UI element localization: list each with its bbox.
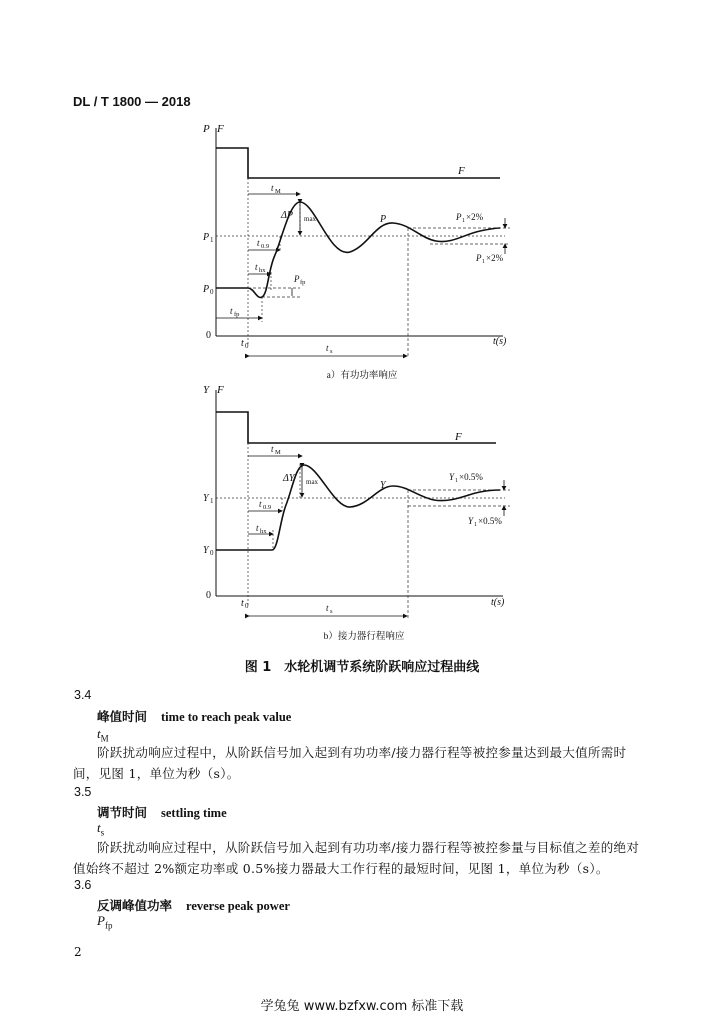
definition-line: 阶跃扰动响应过程中，从阶跃信号加入起到有功功率/接力器行程等被控参量与目标值之差的绝对	[97, 840, 640, 855]
term-symbol: $t_M$	[97, 726, 109, 744]
definition-line: 值始终不超过 2%额定功率或 0.5%接力器最大工作行程的最短时间，见图 1，单位为秒（s）。	[73, 861, 609, 876]
svg-text:P: P	[203, 284, 210, 295]
svg-text:t: t	[257, 238, 260, 248]
label-ts-b: s	[330, 608, 333, 615]
page-number: 2	[74, 945, 82, 959]
curve-label-p: P	[380, 214, 387, 225]
svg-text:1: 1	[455, 478, 458, 484]
section-number: 3.5	[74, 785, 92, 799]
label-tfp: fp	[234, 311, 240, 318]
svg-text:Y: Y	[468, 516, 474, 526]
axis-label-y: Y	[203, 384, 210, 396]
curve-label-y: Y	[380, 480, 386, 491]
standard-code-header: DL / T 1800 — 2018	[73, 94, 191, 109]
term-english: settling time	[161, 806, 227, 820]
site-footer-watermark: 学兔兔 www.bzfxw.com 标准下载	[260, 999, 464, 1014]
tick-zero-b: 0	[206, 590, 211, 601]
tick-p1: 1	[210, 236, 214, 244]
svg-text:1: 1	[474, 522, 477, 528]
svg-text:t: t	[241, 338, 244, 349]
label-thx-b: hx	[260, 528, 267, 535]
label-thx: hx	[259, 267, 266, 274]
figure-a-active-power-response	[0, 0, 724, 390]
tick-p0: 0	[210, 288, 214, 296]
curve-label-f: F	[458, 165, 465, 177]
definition-line: 间，见图 1，单位为秒（s）。	[73, 766, 240, 781]
label-max-b: max	[306, 478, 319, 486]
svg-text:Y: Y	[449, 472, 455, 482]
svg-text:t: t	[241, 598, 244, 609]
svg-text:t: t	[255, 262, 258, 272]
svg-text:1: 1	[482, 259, 485, 265]
svg-text:t: t	[256, 523, 259, 533]
svg-text:P: P	[294, 274, 300, 284]
axis-label-f: F	[217, 123, 224, 135]
svg-text:P: P	[456, 212, 462, 222]
label-p-upper: ×2%	[466, 212, 484, 222]
svg-text:1: 1	[462, 218, 465, 224]
label-delta-y: ΔY	[283, 473, 295, 484]
svg-text:t: t	[259, 499, 262, 509]
curve-label-f-b: F	[455, 431, 462, 443]
figure-caption: 图 1 水轮机调节系统阶跃响应过程曲线	[244, 660, 480, 675]
label-delta-p: ΔP	[281, 210, 293, 221]
axis-t: t(s)	[493, 336, 507, 347]
label-tm-b: M	[275, 449, 281, 456]
label-max: max	[304, 215, 317, 223]
svg-text:P: P	[476, 253, 482, 263]
tick-y1: 1	[210, 497, 214, 505]
term-symbol: $P_{fp}$	[97, 913, 113, 931]
svg-text:t: t	[271, 183, 274, 193]
tick-t0: 0	[245, 342, 249, 350]
svg-text:t: t	[271, 444, 274, 454]
label-y-lower: ×0.5%	[478, 516, 502, 526]
section-number: 3.6	[74, 878, 92, 892]
term-chinese: 峰值时间	[97, 709, 148, 724]
section-term	[97, 803, 227, 821]
label-t09: 0.9	[261, 243, 270, 250]
label-p-lower: ×2%	[486, 253, 504, 263]
label-y-upper: ×0.5%	[459, 472, 483, 482]
term-english: reverse peak power	[186, 899, 290, 913]
label-t09-b: 0.9	[263, 504, 272, 511]
subfigure-b-caption: b）接力器行程响应	[323, 632, 405, 642]
term-symbol: $t_s$	[97, 820, 105, 838]
svg-text:t: t	[230, 306, 233, 316]
section-term	[97, 707, 291, 725]
label-tm: M	[275, 188, 281, 195]
label-pfp: fp	[300, 279, 306, 286]
tick-t0-b: 0	[245, 602, 249, 610]
svg-text:Y: Y	[203, 493, 209, 504]
tick-zero: 0	[206, 330, 211, 341]
figure-b-servomotor-stroke-response	[0, 382, 724, 642]
label-ts: s	[330, 348, 333, 355]
axis-label-f-b: F	[217, 384, 224, 396]
svg-text:Y: Y	[203, 545, 209, 556]
svg-text:P: P	[203, 232, 210, 243]
axis-label-p: P	[203, 123, 210, 135]
term-chinese: 调节时间	[97, 805, 148, 820]
section-number: 3.4	[74, 688, 92, 702]
section-term	[97, 896, 290, 914]
subfigure-a-caption: a）有功功率响应	[326, 371, 398, 381]
definition-line: 阶跃扰动响应过程中，从阶跃信号加入起到有功功率/接力器行程等被控参量达到最大值所需时	[97, 745, 627, 760]
tick-y0: 0	[210, 549, 214, 557]
term-chinese: 反调峰值功率	[97, 898, 173, 913]
svg-text:t: t	[326, 343, 329, 353]
svg-text:t: t	[326, 603, 329, 613]
term-english: time to reach peak value	[161, 710, 292, 724]
axis-t-b: t(s)	[491, 597, 505, 608]
